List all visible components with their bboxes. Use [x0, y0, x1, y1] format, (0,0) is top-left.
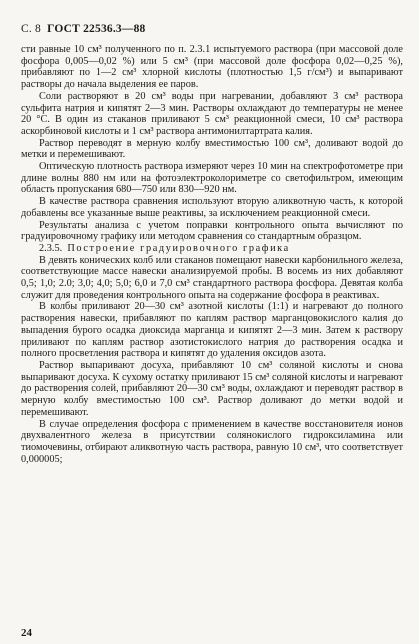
paragraph: Раствор выпаривают досуха, прибавляют 10 см³ соляной кислоты и снова выпаривают досуха. К сухому остатку приливают 15 см³ соляной кислоты и нагревают до растворения солей, прибавляют 20—30 см³ воды, охлаждают и переводят раствор в мерную колбу вместимостью 100 см³. Раствор доливают до метки водой и перемешивают. [21, 359, 403, 418]
page-header [21, 23, 145, 35]
paragraph: сти равные 10 см³ полученного по п. 2.3.1 испытуемого раствора (при массовой доле фосфора 0,005—0,02 %) или 5 см³ (при массовой доле фосфора 0,02—0,25 %), прибавляют по 1—2 см³ хлорной кислоты (плотностью 1,5 г/см³) и выпаривают растворы до начала выделения ее паров. [21, 44, 403, 91]
document-body [21, 44, 403, 465]
section-heading [21, 243, 403, 255]
section-title: Построение градуировочного графика [67, 242, 290, 254]
paragraph: Оптическую плотность раствора измеряют через 10 мин на спектрофотометре при длине волны 880 нм или на фотоэлектроколориметре со светофильтром, имеющим область пропускания 680—750 или 830—920 нм. [21, 161, 403, 196]
header-page-label: С. 8 [21, 23, 41, 35]
paragraph: В девять конических колб или стаканов помещают навески карбонильного железа, соответствующие массе навески анализируемой пробы. В восемь из них добавляют 0,5; 1,0; 2.0; 3,0; 4,0; 5,0; 6,0 и 7,0 см³ стандартного раствора фосфора. Девятая колба служит для проведения контрольного опыта на содержание фосфора в реактивах. [21, 254, 403, 301]
page-number: 24 [21, 627, 32, 639]
section-number: 2.3.5. [39, 242, 63, 254]
paragraph: Соли растворяют в 20 см³ воды при нагревании, добавляют 3 см³ раствора сульфита натрия и кипятят 2—3 мин. Растворы охлаждают до температуры не менее 20 °С. В один из стаканов приливают 5 см³ реакционной смеси, 10 см³ раствора аскорбиновой кислоты и 1 см³ раствора антимонилтартрата калия. [21, 90, 403, 137]
header-standard: ГОСТ 22536.3—88 [47, 23, 146, 35]
paragraph: В качестве раствора сравнения используют вторую аликвотную часть, к которой добавлены все указанные выше реактивы, за исключением реакционной смеси. [21, 196, 403, 219]
paragraph: Раствор переводят в мерную колбу вместимостью 100 см³, доливают водой до метки и перемешивают. [21, 137, 403, 161]
paragraph: В колбы приливают 20—30 см³ азотной кислоты (1:1) и нагревают до полного растворения навески, прибавляют по каплям раствор марганцовокислого калия до выпадения бурого осадка диоксида марганца и кипятят 2—3 мин. Затем к раствору приливают по каплям раствор азотистокислого натрия до растворения осадка и полного просветления раствора и кипятят до удаления оксидов азота. [21, 301, 403, 360]
paragraph: В случае определения фосфора с применением в качестве восстановителя ионов двухвалентного железа в присутствии солянокислого гидроксиламина или тиомочевины, отбирают аликвотную часть раствора, равную 10 см³, что соответствует 0,000005; [21, 418, 403, 465]
paragraph: Результаты анализа с учетом поправки контрольного опыта вычисляют по градуировочному графику или методом сравнения со стандартным образцом. [21, 219, 403, 243]
